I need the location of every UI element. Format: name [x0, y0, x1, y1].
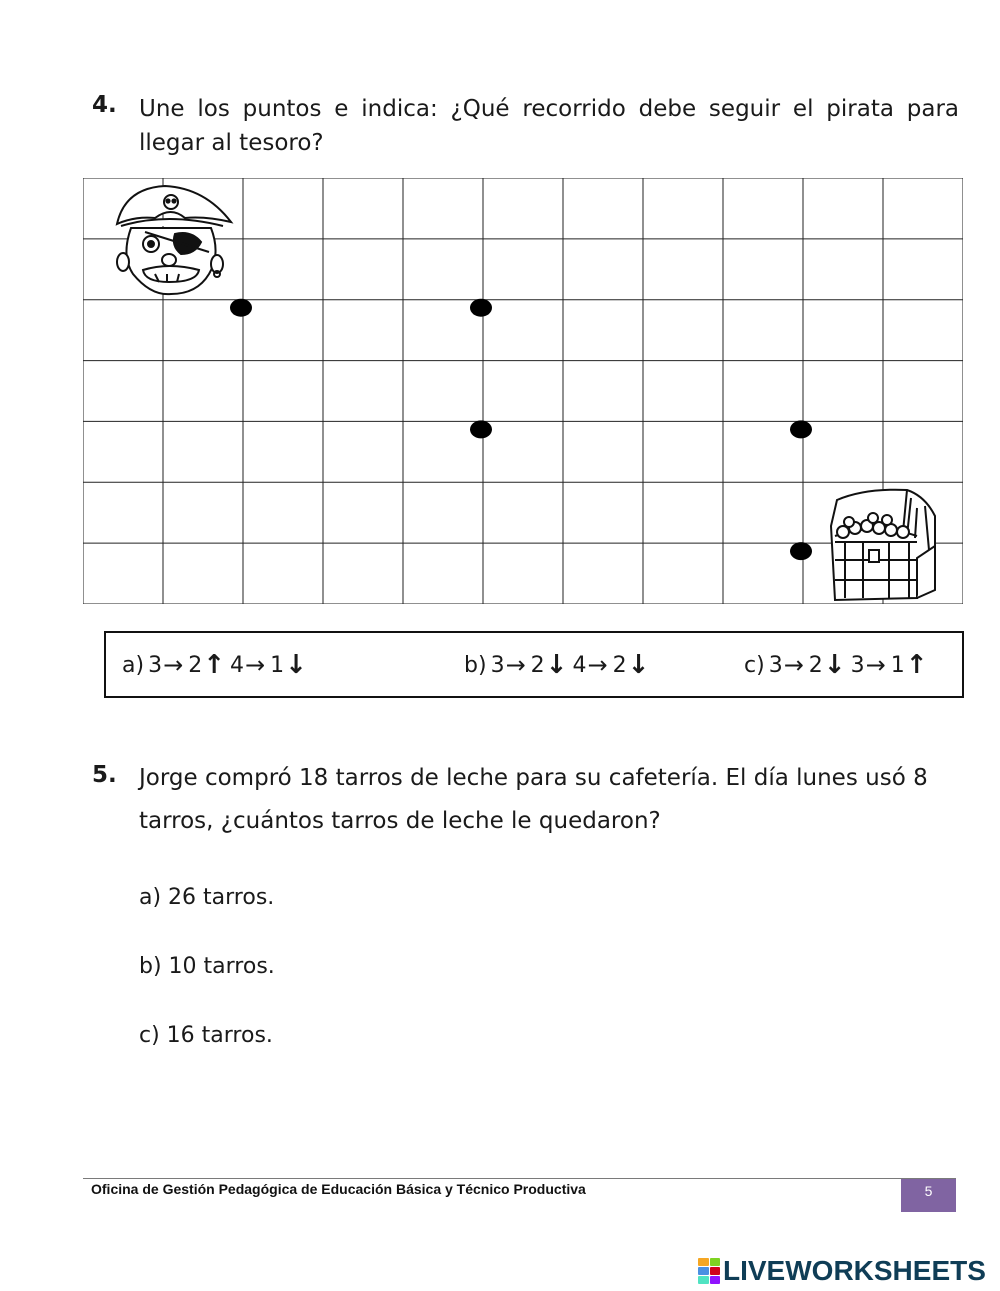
step-count: 2: [808, 653, 823, 678]
dot-grid[interactable]: [83, 178, 963, 604]
option-label: a): [122, 653, 145, 678]
brand-name: LIVEWORKSHEETS: [723, 1255, 986, 1286]
option-label: b): [464, 653, 487, 678]
arrow-right-icon: →: [587, 651, 608, 679]
grid-dot: [470, 420, 492, 438]
grid-dot: [790, 542, 812, 560]
page-number: 5: [901, 1179, 956, 1212]
answer-option-c[interactable]: c) 16 tarros.: [139, 1023, 273, 1048]
arrow-up-icon: ↑: [203, 650, 225, 680]
question-number: 4.: [92, 92, 117, 118]
option-a[interactable]: [122, 650, 312, 680]
step-count: 2: [188, 653, 203, 678]
liveworksheets-logo-icon: [698, 1258, 720, 1284]
grid-dot: [790, 420, 812, 438]
step-count: 4: [229, 653, 244, 678]
step-count: 3: [768, 653, 783, 678]
step-count: 1: [890, 653, 905, 678]
arrow-down-icon: ↓: [823, 650, 846, 680]
step-count: 1: [270, 653, 285, 678]
treasure-chest-icon: [831, 490, 935, 600]
arrow-up-icon: ↑: [905, 650, 928, 680]
question-text: Une los puntos e indica: ¿Qué recorrido debe seguir el pirata para llegar al tesoro?: [139, 96, 959, 156]
route-options: [104, 631, 964, 698]
liveworksheets-brand: [698, 1255, 986, 1287]
question-text: Jorge compró 18 tarros de leche para su cafetería. El día lunes usó 8 tarros, ¿cuántos tarros de leche le quedaron?: [139, 765, 928, 834]
grid-svg: [83, 178, 963, 604]
arrow-right-icon: →: [783, 651, 804, 679]
option-b[interactable]: [464, 650, 654, 680]
step-count: 2: [612, 653, 627, 678]
grid-dots: [230, 299, 812, 560]
option-label: c): [744, 653, 765, 678]
step-count: 2: [530, 653, 545, 678]
arrow-down-icon: ↓: [545, 650, 568, 680]
step-count: 3: [490, 653, 505, 678]
option-c[interactable]: [744, 650, 933, 680]
arrow-right-icon: →: [244, 651, 266, 679]
step-count: 3: [148, 653, 163, 678]
answer-option-b[interactable]: b) 10 tarros.: [139, 954, 275, 979]
grid-dot: [230, 299, 252, 317]
arrow-down-icon: ↓: [627, 650, 650, 680]
footer-divider: [83, 1178, 956, 1179]
arrow-right-icon: →: [163, 651, 184, 679]
step-count: 3: [850, 653, 865, 678]
question-number: 5.: [92, 762, 117, 788]
arrow-down-icon: ↓: [285, 650, 307, 680]
footer-office: Oficina de Gestión Pedagógica de Educación Básica y Técnico Productiva: [91, 1181, 586, 1197]
answer-option-a[interactable]: a) 26 tarros.: [139, 885, 275, 910]
pirate-icon: [117, 186, 231, 294]
step-count: 4: [572, 653, 587, 678]
arrow-right-icon: →: [865, 651, 886, 679]
arrow-right-icon: →: [505, 651, 526, 679]
grid-dot: [470, 299, 492, 317]
